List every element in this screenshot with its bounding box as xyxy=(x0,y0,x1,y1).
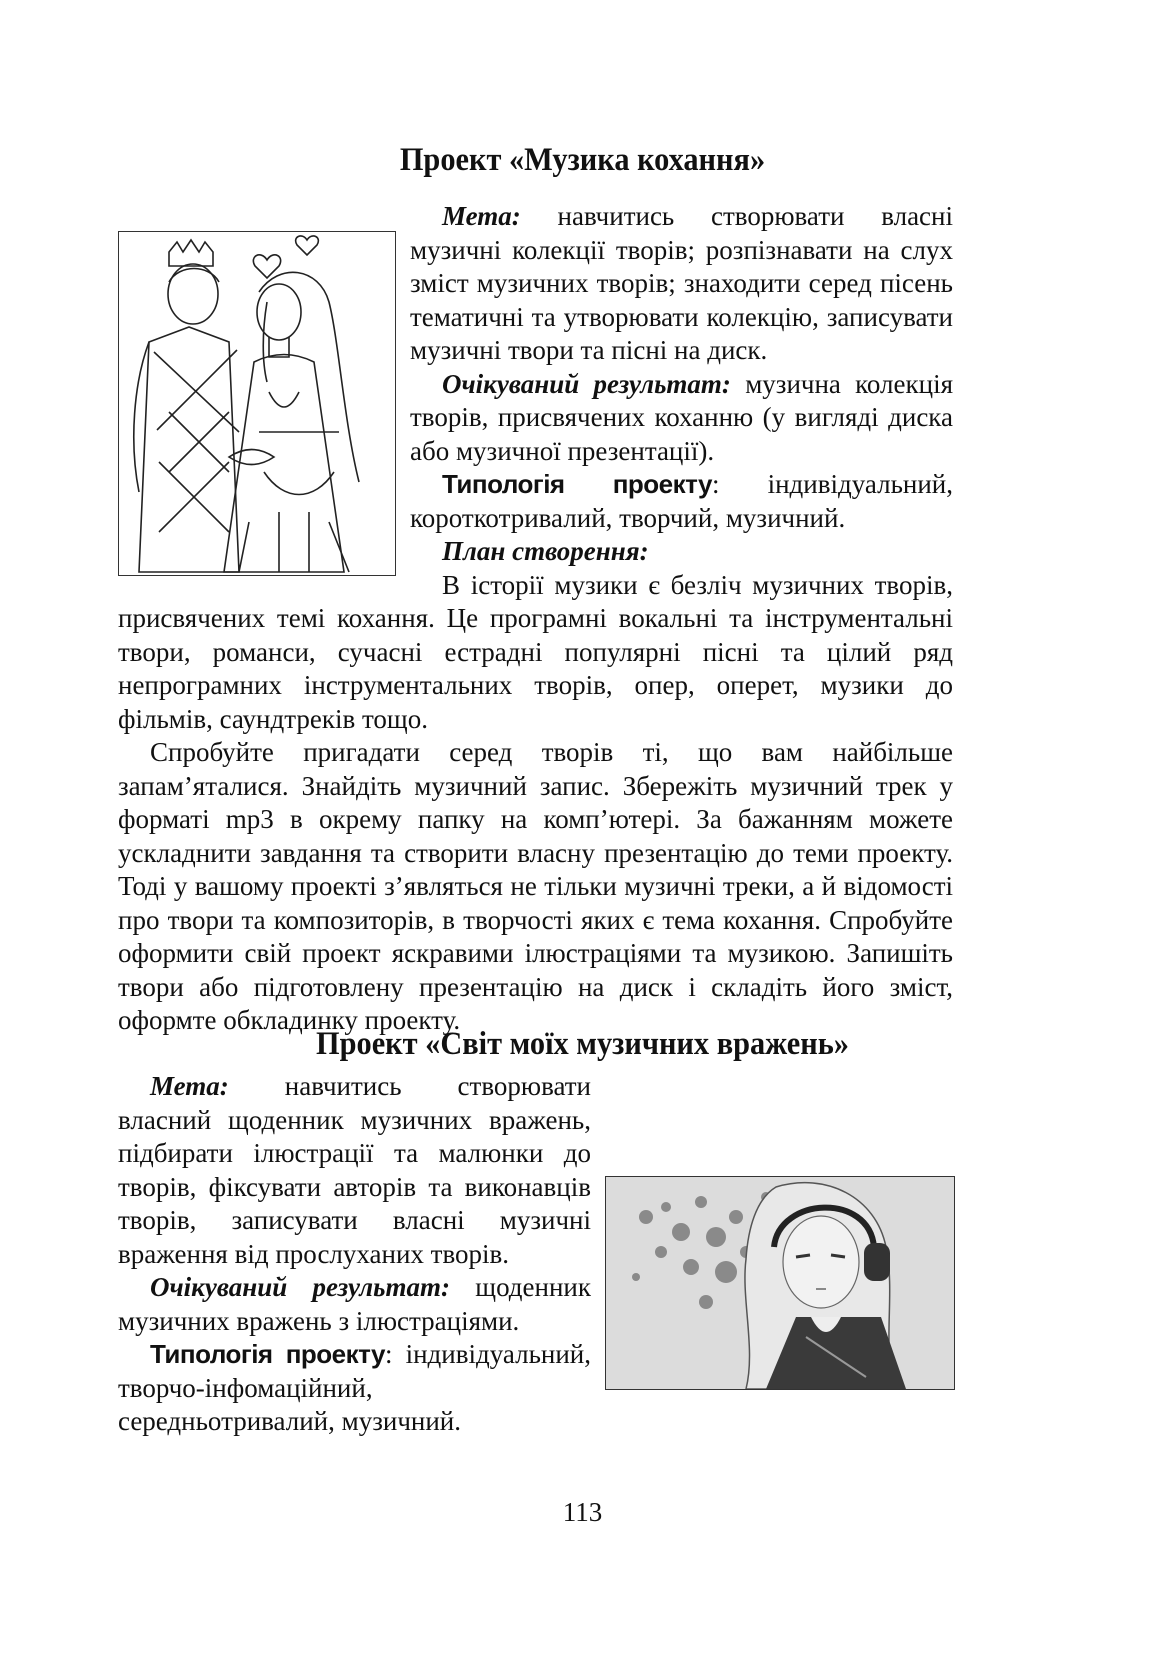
p2-goal-text: навчитись створювати власний щоденник музичних вражень, підбирати ілюстрації та малюнки до творів, фіксувати авторів та виконавців творів, записувати власні музичні враження від прослуханих творів. xyxy=(118,1071,591,1269)
p2-goal-label: Мета: xyxy=(150,1071,229,1101)
p1-plan-label: План створення: xyxy=(442,536,649,566)
p1-paragraph2: Спробуйте пригадати серед творів ті, що вам найбільше запам’яталися. Знайдіть музичний запис. Збережіть музичний трек у форматі mp3 в окрему папку на комп’ютері. За бажанням можете ускладнити завдання та створити власну презентацію до теми проекту. Тоді у вашому проекті з’являться не тільки музичні треки, а й відомості про твори та композиторів, в творчості яких є тема кохання. Спробуйте оформити свій проект яскравими ілюстраціями та музикою. Запишіть твори або підготовлену презентацію на диск і складіть його зміст, оформте обкладинку проекту. xyxy=(118,737,953,1035)
page-number: 113 xyxy=(562,1497,603,1527)
project1-title: Проект «Музика кохання» xyxy=(399,142,766,178)
project2-title: Проект «Світ моїх музичних вражень» xyxy=(316,1026,849,1062)
p1-typology-label: Типологія проекту xyxy=(442,469,712,499)
p1-goal-label: Мета: xyxy=(442,201,521,231)
p2-result-text: щоденник музичних вражень з ілюстраціями. xyxy=(118,1272,591,1336)
p2-typology-text: : індивідуальний, творчо-інфомаційний, середньотривалий, музичний. xyxy=(118,1339,591,1436)
p1-result-label: Очікуваний результат: xyxy=(442,368,731,399)
p1-goal-text: навчитись створювати власні музичні колекції творів; розпізнавати на слух зміст музичних творів; знаходити серед пісень тематичні та утворювати колекцію, записувати музичні твори та пісні на диск. xyxy=(410,201,953,365)
p1-typology-text: : індивідуальний, короткотривалий, творчий, музичний. xyxy=(410,469,953,533)
p2-result-label: Очікуваний результат: xyxy=(150,1272,450,1302)
p1-plan-text: В історії музики є безліч музичних творів, присвячених темі кохання. Це програмні вокальні та інструментальні твори, романси, сучасні естрадні популярні пісні та цілий ряд непрограмних інструментальних творів, опер, оперет, музики до фільмів, саундтреків тощо. xyxy=(118,569,953,734)
p1-result-text: музична колекція творів, присвячених коханню (у вигляді диска або музичної презентації). xyxy=(410,368,953,466)
p2-typology-label: Типологія проекту xyxy=(150,1339,385,1369)
